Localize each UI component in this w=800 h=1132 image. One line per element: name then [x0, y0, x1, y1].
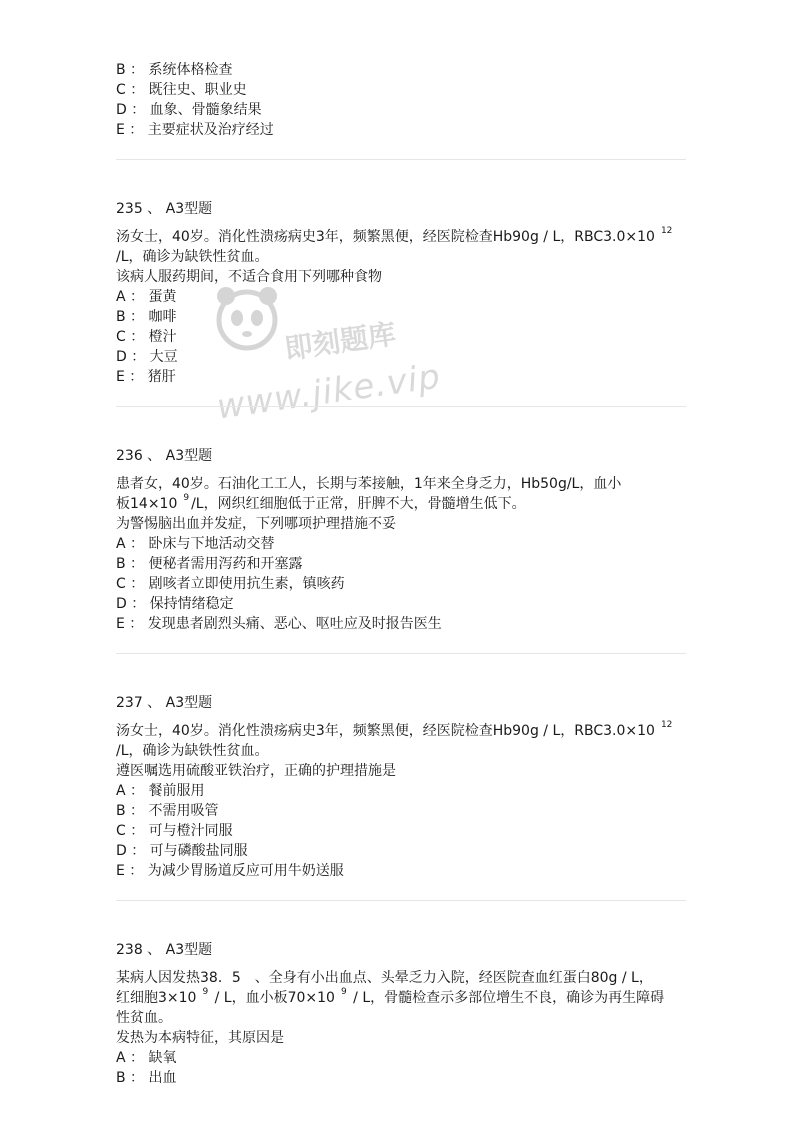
- option-text: 不需用吸管: [144, 803, 219, 819]
- option-item: [116, 614, 686, 634]
- option-letter: B ：: [116, 1070, 145, 1086]
- question-stem: [116, 721, 686, 781]
- stem-line: [116, 474, 686, 494]
- option-item: [116, 1068, 686, 1088]
- option-item: [116, 80, 686, 100]
- option-text: 便秘者需用泻药和开塞露: [144, 556, 303, 572]
- option-text: 剧咳者立即使用抗生素，镇咳药: [144, 576, 345, 592]
- question-prompt: 该病人服药期间，不适合食用下列哪种食物: [116, 269, 382, 285]
- option-text: 为减少胃肠道反应可用牛奶送服: [143, 863, 344, 879]
- option-item: [116, 534, 686, 554]
- option-item: [116, 327, 686, 347]
- question-stem: [116, 968, 686, 1048]
- option-item: [116, 100, 686, 120]
- option-text: 保持情绪稳定: [145, 596, 234, 612]
- divider: [116, 653, 686, 654]
- option-letter: D ：: [116, 596, 146, 612]
- option-item: [116, 861, 686, 881]
- exam-page: [116, 60, 686, 1088]
- option-item: [116, 60, 686, 80]
- option-text: 橙汁: [144, 329, 177, 345]
- stem-line: [116, 247, 686, 267]
- superscript-exponent: 9: [183, 493, 190, 503]
- option-item: [116, 841, 686, 861]
- option-item: [116, 781, 686, 801]
- divider: [116, 900, 686, 901]
- stem-line: [116, 494, 686, 514]
- option-text: 卧床与下地活动交替: [144, 536, 275, 552]
- option-item: [116, 287, 686, 307]
- watermark-brand: 即刻题库: [282, 317, 398, 366]
- option-text: 蛋黄: [144, 289, 177, 305]
- stem-line: [116, 1008, 686, 1028]
- stem-text: 汤女士，40岁。消化性溃疡病史3年，频繁黑便，经医院检查Hb90g / L，RBC3.0×10: [116, 723, 655, 739]
- option-letter: A ：: [116, 536, 145, 552]
- stem-line: [116, 968, 686, 988]
- question-prompt: 发热为本病特征，其原因是: [116, 1030, 284, 1046]
- option-text: 血象、骨髓象结果: [145, 102, 262, 118]
- stem-text: /L，网织红细胞低于正常，肝脾不大，骨髓增生低下。: [191, 496, 526, 512]
- option-item: [116, 594, 686, 614]
- option-text: 系统体格检查: [144, 62, 233, 78]
- question-block: [116, 693, 686, 901]
- question-prompt: 为警惕脑出血并发症，下列哪项护理措施不妥: [116, 516, 396, 532]
- stem-text: /L，确诊为缺铁性贫血。: [116, 249, 269, 265]
- stem-text: 患者女，40岁。石油化工工人，长期与苯接触，1年来全身乏力，Hb50g/L，血小: [116, 476, 622, 492]
- option-text: 猪肝: [143, 369, 176, 385]
- option-letter: E ：: [116, 616, 144, 632]
- stem-text: 某病人因发热38．5 、全身有小出血点、头晕乏力入院，经医院查血红蛋白80g / L，: [116, 970, 653, 986]
- option-letter: C ：: [116, 823, 145, 839]
- question-block: [116, 940, 686, 1088]
- superscript-exponent: 12: [660, 720, 673, 730]
- stem-text: 板14×10: [116, 496, 178, 512]
- question-header: 238 、 A3型题: [116, 942, 213, 958]
- option-item: [116, 821, 686, 841]
- option-text: 可与磷酸盐同服: [145, 843, 248, 859]
- question-stem: [116, 474, 686, 534]
- stem-text: 性贫血。: [116, 1010, 172, 1026]
- superscript-exponent: 9: [202, 987, 209, 997]
- stem-line: [116, 988, 686, 1008]
- question-list: [116, 199, 686, 1088]
- option-item: [116, 307, 686, 327]
- option-text: 可与橙汁同服: [144, 823, 233, 839]
- question-prompt: 遵医嘱选用硫酸亚铁治疗，正确的护理措施是: [116, 763, 396, 779]
- option-letter: C ：: [116, 329, 145, 345]
- question-stem: [116, 227, 686, 287]
- question-block: [116, 199, 686, 407]
- option-text: 主要症状及治疗经过: [143, 122, 274, 138]
- option-letter: E ：: [116, 122, 144, 138]
- option-text: 缺氧: [144, 1050, 177, 1066]
- option-letter: D ：: [116, 102, 146, 118]
- superscript-exponent: 9: [340, 987, 347, 997]
- option-item: [116, 574, 686, 594]
- divider: [116, 159, 686, 160]
- stem-text: 汤女士，40岁。消化性溃疡病史3年，频繁黑便，经医院检查Hb90g / L，RBC3.0×10: [116, 229, 655, 245]
- option-text: 大豆: [145, 349, 178, 365]
- option-text: 既往史、职业史: [144, 82, 247, 98]
- option-letter: A ：: [116, 783, 145, 799]
- option-item: [116, 554, 686, 574]
- stem-text: / L，骨髓检查示多部位增生不良，确诊为再生障碍: [348, 990, 665, 1006]
- stem-line: [116, 227, 686, 247]
- option-item: [116, 367, 686, 387]
- option-letter: E ：: [116, 863, 144, 879]
- question-header: 235 、 A3型题: [116, 201, 213, 217]
- stem-line: [116, 721, 686, 741]
- question-header: 237 、 A3型题: [116, 695, 213, 711]
- superscript-exponent: 12: [660, 226, 673, 236]
- option-text: 发现患者剧烈头痛、恶心、呕吐应及时报告医生: [143, 616, 442, 632]
- option-text: 咖啡: [144, 309, 177, 325]
- stem-text: 红细胞3×10: [116, 990, 197, 1006]
- stem-text: / L，血小板70×10: [210, 990, 335, 1006]
- option-letter: B ：: [116, 556, 145, 572]
- option-letter: A ：: [116, 1050, 145, 1066]
- option-item: [116, 347, 686, 367]
- question-block: [116, 446, 686, 654]
- option-text: 餐前服用: [144, 783, 205, 799]
- option-letter: D ：: [116, 349, 146, 365]
- stem-line: [116, 741, 686, 761]
- previous-question-options: [116, 60, 686, 140]
- option-item: [116, 801, 686, 821]
- option-letter: D ：: [116, 843, 146, 859]
- option-letter: E ：: [116, 369, 144, 385]
- option-item: [116, 120, 686, 140]
- option-text: 出血: [144, 1070, 177, 1086]
- watermark-url: www.jike.vip: [214, 356, 444, 428]
- question-header: 236 、 A3型题: [116, 448, 213, 464]
- option-letter: B ：: [116, 62, 145, 78]
- stem-text: /L，确诊为缺铁性贫血。: [116, 743, 269, 759]
- option-letter: C ：: [116, 82, 145, 98]
- divider: [116, 406, 686, 407]
- option-letter: C ：: [116, 576, 145, 592]
- option-letter: B ：: [116, 803, 145, 819]
- option-letter: A ：: [116, 289, 145, 305]
- option-letter: B ：: [116, 309, 145, 325]
- option-item: [116, 1048, 686, 1068]
